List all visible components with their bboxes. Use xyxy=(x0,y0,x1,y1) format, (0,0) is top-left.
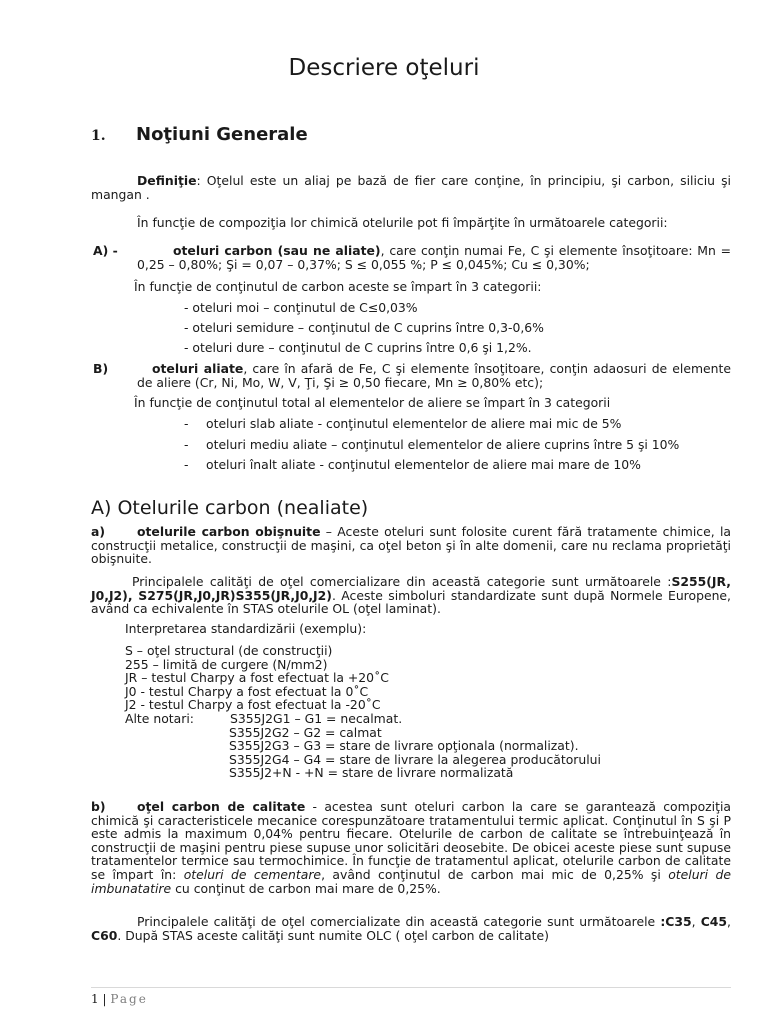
note-line: S355J2+N - +N = stare de livrare normalizată xyxy=(229,765,514,781)
category-b-split-intro: În funcţie de conţinutul total al elementelor de aliere se împart în 3 categorii xyxy=(134,395,611,410)
footer-divider xyxy=(91,987,731,988)
steel-grade: C45 xyxy=(700,914,728,929)
category-a-title: oteluri carbon (sau ne aliate) xyxy=(173,243,381,258)
list-item: - oteluri semidure – conţinutul de C cuprins între 0,3-0,6% xyxy=(184,320,544,335)
notes-label: Alte notari: xyxy=(125,710,194,726)
section-heading-carbon-steels: A) Otelurile carbon (nealiate) xyxy=(91,497,369,519)
page-footer xyxy=(91,992,148,1006)
category-a-split-intro: În funcţie de conţinutul de carbon aceste se împart în 3 categorii: xyxy=(134,279,542,294)
interpretation-line: J2 - testul Charpy a fost efectuat la -20˚C xyxy=(125,697,381,713)
definition-label: Definiţie xyxy=(137,173,197,188)
section-number: 1. xyxy=(91,128,106,144)
italic-term: oteluri de imbunatatire xyxy=(91,866,731,896)
paragraph-marker: b) xyxy=(91,799,106,814)
category-b-title: oteluri aliate xyxy=(152,361,244,376)
note-line: S355J2G4 – G4 = stare de livrare la alegerea producătorului xyxy=(229,751,601,767)
section-title: Noţiuni Generale xyxy=(136,124,308,145)
steel-grade: C60 xyxy=(91,927,118,943)
category-b-marker: B) xyxy=(93,361,109,376)
page-label: Page xyxy=(110,992,148,1006)
notes-row xyxy=(125,712,731,726)
italic-term: oteluri de cementare xyxy=(183,866,322,882)
category-a-paragraph xyxy=(93,243,731,272)
bullet-dash: - xyxy=(184,457,189,472)
footer-separator: | xyxy=(102,992,107,1006)
definition-text: : Oţelul este un aliaj pe bază de fier care conţine, în principiu, şi carbon, siliciu şi mangan . xyxy=(91,173,731,202)
interpretation-list xyxy=(125,644,731,780)
page-number: 1 xyxy=(91,992,99,1006)
note-line: S355J2G3 – G3 = stare de livrare opţionala (normalizat). xyxy=(229,738,579,754)
interpretation-line: J0 - testul Charpy a fost efectuat la 0˚C xyxy=(125,683,369,699)
paragraph-marker: a) xyxy=(91,524,106,539)
note-line: S355J2G1 – G1 = necalmat. xyxy=(230,710,403,726)
paragraph-text: – Aceste oteluri sunt folosite curent fără tratamente chimice, la construcţii metalice, construcţii de maşini, ca oţel beton şi în alte domenii, care nu reclama proprietăţi obişnuite. xyxy=(91,524,731,567)
category-a-marker: A) - xyxy=(93,243,118,258)
quality-carbon-steel-paragraph: b) oţel carbon de calitate - acestea sunt oteluri carbon la care se garantează compoziţia chimică şi caracteristicele mecanice corespunzătoare tratamentului termic aplicat. Conţinutul în S şi P este admis la maximum 0,04% pentru fiecare. Otelurile de carbon de calitate se întrebuinţează în construcţii de maşini pentru piese supuse unor solicitări deosebite. De obicei aceste piese sunt supuse tratamentelor termice sau termochimice. În funcţie de tratamentul aplicat, otelurile carbon de calitate se împart în: oteluri de cementare, având conţinutul de carbon mai mic de 0,25% şi oteluri de imbunatatire cu conţinut de carbon mai mare de 0,25%. xyxy=(91,799,731,896)
composition-intro: În funcţie de compoziţia lor chimică otelurile pot fi împărţite în următoarele categorii: xyxy=(137,215,668,230)
interpretation-line: JR – testul Charpy a fost efectuat la +20˚C xyxy=(125,670,389,686)
section-heading-general-notions xyxy=(91,124,308,147)
interpretation-intro: Interpretarea standardizării (exemplu): xyxy=(125,621,367,636)
interpretation-line: 255 – limită de curgere (N/mm2) xyxy=(125,656,328,672)
ordinary-carbon-steel-paragraph xyxy=(91,525,731,566)
definition-paragraph xyxy=(91,174,731,201)
interpretation-line: S – oţel structural (de construcţii) xyxy=(125,643,333,658)
list-item: - oteluri înalt aliate - conţinutul elementelor de aliere mai mare de 10% xyxy=(184,457,641,472)
list-item: - oteluri mediu aliate – conţinutul elementelor de aliere cuprins între 5 şi 10% xyxy=(184,437,680,452)
list-item: - oteluri slab aliate - conţinutul elementelor de aliere mai mic de 5% xyxy=(184,416,622,431)
quality-steel-grades-paragraph: Principalele calităţi de oţel comercializate din această categorie sunt următoarele :C35, C45, C60. După STAS aceste calităţi sunt numite OLC ( oţel carbon de calitate) xyxy=(91,914,731,943)
list-item: - oteluri dure – conţinutul de C cuprins între 0,6 şi 1,2%. xyxy=(184,340,532,355)
note-line: S355J2G2 – G2 = calmat xyxy=(229,724,382,740)
bullet-dash: - xyxy=(184,437,189,452)
document-title: Descriere oţeluri xyxy=(288,55,480,81)
category-b-text: , care în afară de Fe, C şi elemente însoţitoare, conţin adaosuri de elemente de aliere (Cr, Ni, Mo, W, V, Ţi, Şi ≥ 0,50 fiecare, Mn ≥ 0,80% etc); xyxy=(137,361,732,390)
steel-grades: S255(JR, J0,J2), S275(JR,J0,JR)S355(JR,J0,J2) xyxy=(91,574,731,603)
ordinary-steel-grades-paragraph: Principalele calităţi de oţel comercializare din această categorie sunt următoarele :S255(JR, J0,J2), S275(JR,J0,JR)S355(JR,J0,J2). Aceste simboluri standardizate sunt după Normele Europene, având ca echivalente în STAS otelurile OL (oţel laminat). xyxy=(91,574,731,617)
bullet-dash: - xyxy=(184,416,189,431)
paragraph-title: oţel carbon de calitate xyxy=(137,799,306,814)
steel-grade: :C35 xyxy=(660,914,692,929)
paragraph-title: otelurile carbon obişnuite xyxy=(137,524,321,539)
list-item: - oteluri moi – conţinutul de C≤0,03% xyxy=(184,300,418,315)
category-a-text: , care conţin numai Fe, C şi elemente însoţitoare: Mn = 0,25 – 0,80%; Şi = 0,07 – 0,37%; S ≤ 0,055 %; P ≤ 0,045%; Cu ≤ 0,30%; xyxy=(137,243,731,272)
category-b-paragraph xyxy=(93,361,732,390)
